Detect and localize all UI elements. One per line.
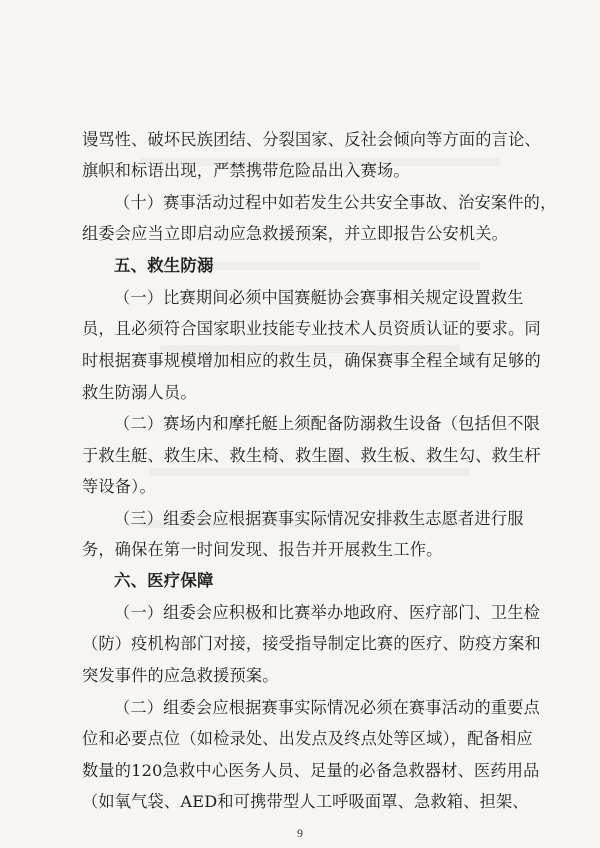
body-text-line: （如氧气袋、AED和可携带型人工呼吸面罩、急救箱、担架、	[82, 792, 529, 811]
page-number: 9	[297, 826, 303, 840]
body-text-line: 于救生艇、救生床、救生椅、救生圈、救生板、救生勾、救生杆	[82, 446, 541, 465]
body-text-line: （三）组委会应根据赛事实际情况安排救生志愿者进行服	[114, 509, 524, 528]
body-text-line: 数量的120急救中心医务人员、足量的必备急救器材、医药用品	[82, 761, 540, 780]
body-text-line: （一）比赛期间必须中国赛艇协会赛事相关规定设置救生	[114, 288, 524, 307]
body-text-line: 等设备）。	[82, 477, 156, 496]
body-text-line: 时根据赛事规模增加相应的救生员，确保赛事全程全域有足够的	[82, 351, 541, 370]
body-text-line: 突发事件的应急救援预案。	[82, 666, 279, 685]
bleed-through-mark	[150, 468, 470, 476]
body-text-line: 旗帜和标语出现，严禁携带危险品出入赛场。	[82, 161, 410, 180]
body-text-line: （二）赛场内和摩托艇上须配备防溺救生设备（包括但不限	[114, 414, 541, 433]
body-text-line: 务，确保在第一时间发现、报告并开展救生工作。	[82, 540, 443, 559]
body-text-line: （十）赛事活动过程中如若发生公共安全事故、治安案件的，	[114, 193, 557, 212]
body-text-line: 组委会应当立即启动应急救援预案，并立即报告公安机关。	[82, 224, 509, 243]
body-text-line: 员，且必须符合国家职业技能专业技术人员资质认证的要求。同	[82, 319, 541, 338]
body-text-line: 谩骂性、破坏民族团结、分裂国家、反社会倾向等方面的言论、	[82, 130, 541, 149]
section-heading-medical: 六、医疗保障	[114, 571, 214, 590]
body-text-line: （防）疫机构部门对接，接受指导制定比赛的医疗、防疫方案和	[82, 634, 541, 653]
body-text-line: （一）组委会应积极和比赛举办地政府、医疗部门、卫生检	[114, 603, 541, 622]
section-heading-lifesaving: 五、救生防溺	[114, 256, 214, 275]
body-text-line: 救生防溺人员。	[82, 383, 197, 402]
body-text-line: 位和必要点位（如检录处、出发点及终点处等区域），配备相应	[82, 729, 533, 748]
body-text-line: （二）组委会应根据赛事实际情况必须在赛事活动的重要点	[114, 698, 541, 717]
